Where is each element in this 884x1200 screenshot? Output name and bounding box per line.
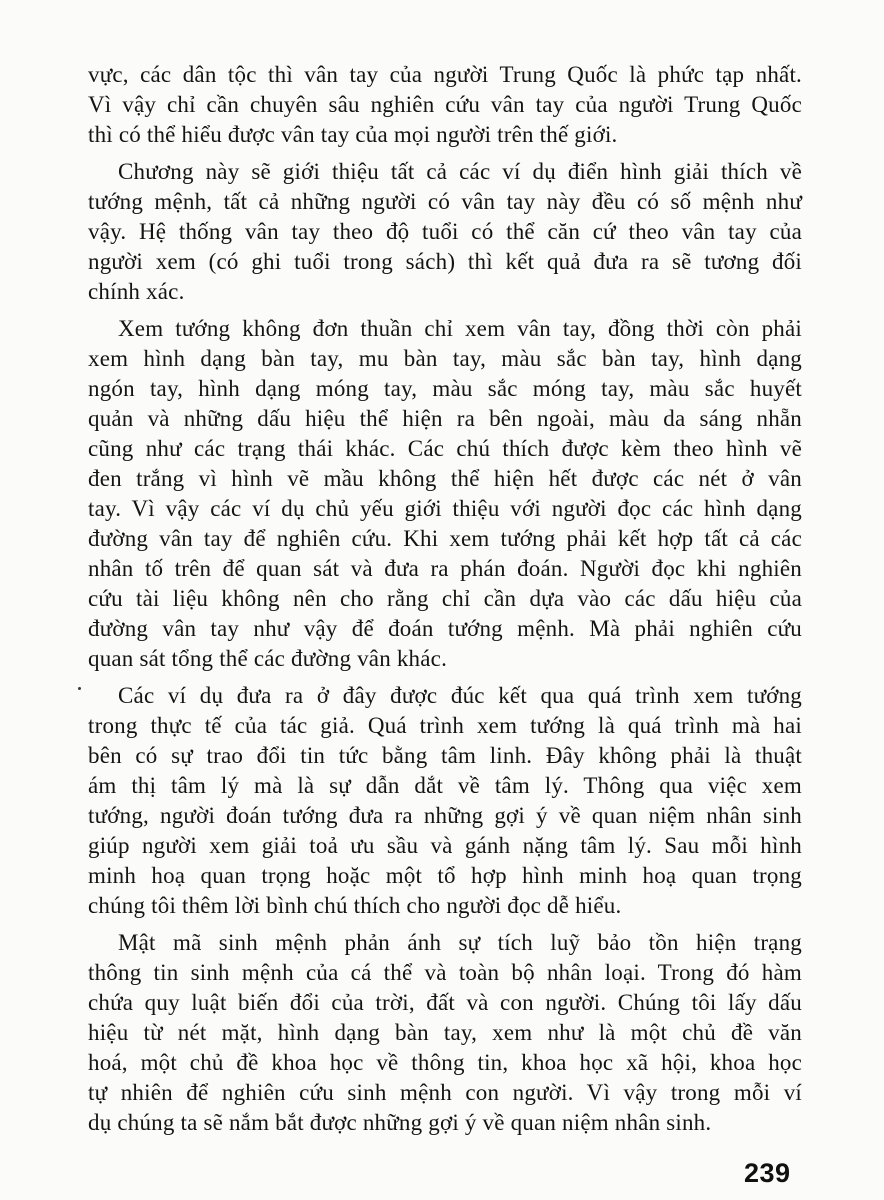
text-line: nhân tố trên để quan sát và đưa ra phán đoán. Người đọc khi nghiên: [88, 556, 802, 581]
text-line: dụ chúng ta sẽ nắm bắt được những gợi ý về quan niệm nhân sinh.: [88, 1110, 712, 1135]
paragraph: [88, 157, 802, 307]
text-line: Vì vậy chỉ cần chuyên sâu nghiên cứu vân tay của người Trung Quốc: [88, 92, 802, 117]
text-line: tự nhiên để nghiên cứu sinh mệnh con người. Vì vậy trong mỗi ví: [88, 1080, 802, 1105]
text-line: Xem tướng không đơn thuần chỉ xem vân tay, đồng thời còn phải: [118, 316, 802, 341]
text-line: quan sát tổng thể các đường vân khác.: [88, 646, 448, 671]
text-line: vực, các dân tộc thì vân tay của người Trung Quốc là phức tạp nhất.: [88, 62, 802, 87]
text-line: thì có thể hiểu được vân tay của mọi người trên thế giới.: [88, 122, 618, 147]
text-line: cứu tài liệu không nên cho rằng chỉ cần dựa vào các dấu hiệu của: [88, 586, 802, 611]
text-line: ám thị tâm lý mà là sự dẫn dắt về tâm lý. Thông qua việc xem: [88, 773, 802, 798]
text-line: trong thực tế của tác giả. Quá trình xem tướng là quá trình mà hai: [88, 713, 802, 738]
paragraph: [88, 60, 802, 150]
text-line: đen trắng vì hình vẽ mầu không thể hiện hết được các nét ở vân: [88, 466, 802, 491]
paragraph: [88, 928, 802, 1138]
text-line: Mật mã sinh mệnh phản ánh sự tích luỹ bảo tồn hiện trạng: [118, 930, 802, 955]
text-line: đường vân tay như vậy để đoán tướng mệnh. Mà phải nghiên cứu: [88, 616, 802, 641]
text-line: cũng như các trạng thái khác. Các chú thích được kèm theo hình vẽ: [88, 436, 802, 461]
text-line: minh hoạ quan trọng hoặc một tổ hợp hình minh hoạ quan trọng: [88, 863, 802, 888]
text-line: đường vân tay để nghiên cứu. Khi xem tướng phải kết hợp tất cả các: [88, 526, 802, 551]
text-line: tướng, người đoán tướng đưa ra những gợi ý về quan niệm nhân sinh: [88, 803, 802, 828]
paragraph: [88, 681, 802, 921]
page-number: 239: [744, 1158, 791, 1188]
text-line: bên có sự trao đổi tin tức bằng tâm linh. Đây không phải là thuật: [88, 743, 802, 768]
text-line: hoá, một chủ đề khoa học về thông tin, khoa học xã hội, khoa học: [88, 1050, 802, 1075]
text-line: chứa quy luật biến đổi của trời, đất và con người. Chúng tôi lấy dấu: [88, 990, 802, 1015]
text-line: giúp người xem giải toả ưu sầu và gánh nặng tâm lý. Sau mỗi hình: [88, 833, 802, 858]
paragraph: [88, 314, 802, 674]
text-line: chính xác.: [88, 279, 185, 304]
text-line: quản và những dấu hiệu thể hiện ra bên ngoài, màu da sáng nhẵn: [88, 406, 802, 431]
text-line: chúng tôi thêm lời bình chú thích cho người đọc dễ hiểu.: [88, 893, 622, 918]
text-line: tay. Vì vậy các ví dụ chủ yếu giới thiệu với người đọc các hình dạng: [88, 496, 802, 521]
text-line: tướng mệnh, tất cả những người có vân tay này đều có số mệnh như: [88, 189, 802, 214]
text-line: vậy. Hệ thống vân tay theo độ tuổi có thể căn cứ theo vân tay của: [88, 219, 802, 244]
text-line: người xem (có ghi tuổi trong sách) thì kết quả đưa ra sẽ tương đối: [88, 249, 802, 274]
text-line: Các ví dụ đưa ra ở đây được đúc kết qua quá trình xem tướng: [118, 683, 802, 708]
text-line: thông tin sinh mệnh của cá thể và toàn bộ nhân loại. Trong đó hàm: [88, 960, 802, 985]
text-line: hiệu từ nét mặt, hình dạng bàn tay, xem như là một chủ đề văn: [88, 1020, 802, 1045]
body-text: [88, 60, 802, 1145]
text-line: xem hình dạng bàn tay, mu bàn tay, màu sắc bàn tay, hình dạng: [88, 346, 802, 371]
text-line: Chương này sẽ giới thiệu tất cả các ví dụ điển hình giải thích về: [118, 159, 802, 184]
ink-dot-artifact: [78, 687, 81, 690]
text-line: ngón tay, hình dạng móng tay, màu sắc móng tay, màu sắc huyết: [88, 376, 802, 401]
